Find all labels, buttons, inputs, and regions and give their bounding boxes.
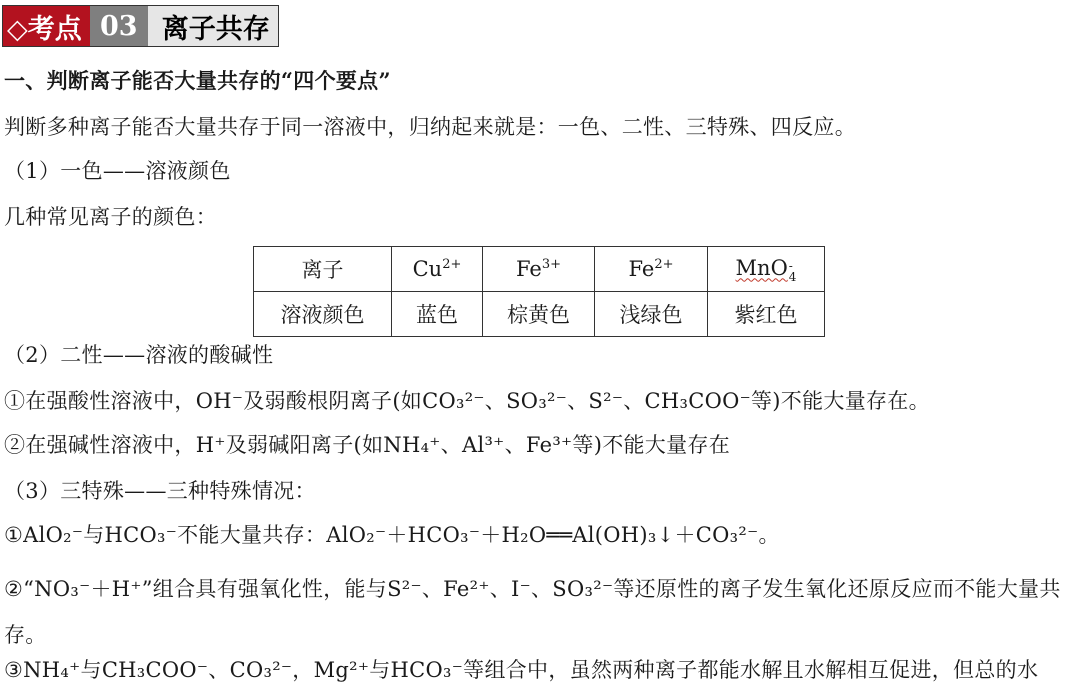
ion-mno4: MnO [735, 255, 788, 280]
ion-cell [392, 247, 483, 292]
point3-item-2: ②“NO₃⁻＋H⁺”组合具有强氧化性，能与S²⁻、Fe²⁺、I⁻、SO₃²⁻等还原性的离子发生氧化还原反应而不能大量共存。 [4, 577, 1061, 647]
color-cell: 棕黄色 [483, 292, 595, 337]
ion-cell [595, 247, 708, 292]
ion-cu-charge: 2+ [442, 257, 462, 272]
point2-item-1: ①在强酸性溶液中，OH⁻及弱酸根阴离子(如CO₃²⁻、SO₃²⁻、S²⁻、CH₃COO⁻等)不能大量存在。 [4, 389, 930, 413]
topic-title: 离子共存 [148, 6, 278, 46]
ion-mno4-charge: - [788, 258, 793, 273]
section-title: 一、判断离子能否大量共存的“四个要点” [4, 68, 391, 93]
color-cell: 浅绿色 [595, 292, 708, 337]
ion-fe3-charge: 3+ [541, 257, 562, 272]
ion-mno4-indices [788, 258, 797, 284]
topic-number: 03 [90, 6, 148, 46]
topic-banner [2, 5, 279, 47]
intro-text: 判断多种离子能否大量共存于同一溶液中，归纳起来就是：一色、二性、三特殊、四反应。 [4, 115, 856, 139]
point3-heading: （3）三特殊——三种特殊情况： [4, 479, 316, 503]
point1-heading: （1）一色——溶液颜色 [4, 159, 231, 183]
point1-subheading: 几种常见离子的颜色： [4, 205, 217, 229]
ion-cell [708, 247, 825, 292]
color-cell: 紫红色 [708, 292, 825, 337]
ion-cell [483, 247, 595, 292]
ion-fe2-charge: 2+ [654, 257, 674, 272]
point3-item-3: ③NH₄⁺与CH₃COO⁻、CO₃²⁻，Mg²⁺与HCO₃⁻等组合中，虽然两种离子都能水解且水解相互促进，但总的水 [4, 658, 1039, 682]
table-row [254, 292, 825, 337]
ion-fe2: Fe [628, 257, 655, 281]
ion-fe3: Fe [515, 257, 542, 281]
ion-cu: Cu [412, 257, 443, 281]
table-header-color: 溶液颜色 [254, 292, 392, 337]
color-cell: 蓝色 [392, 292, 483, 337]
ion-color-table [253, 246, 825, 337]
table-header-ion: 离子 [254, 247, 392, 292]
point2-item-2: ②在强碱性溶液中，H⁺及弱碱阳离子(如NH₄⁺、Al³⁺、Fe³⁺等)不能大量存在 [4, 433, 731, 457]
point3-item-1: ①AlO₂⁻与HCO₃⁻不能大量共存：AlO₂⁻＋HCO₃⁻＋H₂O══Al(OH)₃↓＋CO₃²⁻。 [4, 523, 780, 547]
ion-mno4-sub: 4 [788, 269, 797, 284]
point2-heading: （2）二性——溶液的酸碱性 [4, 343, 274, 367]
table-row [254, 247, 825, 292]
topic-tag: ◇考点 [3, 6, 90, 46]
